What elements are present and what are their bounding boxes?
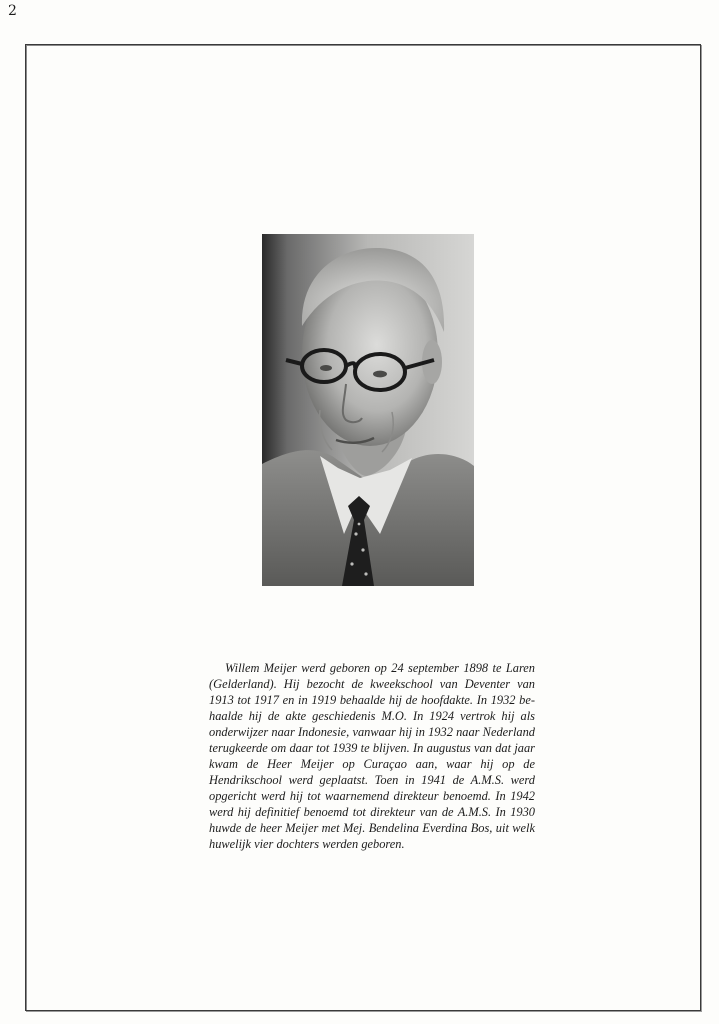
biography-caption <box>209 660 535 852</box>
page-number: 2 <box>8 3 17 19</box>
portrait-photo <box>262 234 474 586</box>
biography-text: Willem Meijer werd geboren op 24 september 1898 te Laren (Gelderland). Hij bezocht de kweekschool van Deventer van 1913 tot 1917 en in 1919 behaalde hij de hoofdakte. In 1932 behaalde hij de akte geschiedenis M.O. In 1924 vertrok hij als onderwijzer naar Indonesie, vanwaar hij in 1932 naar Nederland terugkeerde om daar tot 1939 te blijven. In augustus van dat jaar kwam de Heer Meijer op Curaçao aan, waar hij op de Hendrikschool werd geplaatst. Toen in 1941 de A.M.S. werd opgericht werd hij tot waarnemend direkteur benoemd. In 1942 werd hij definitief benoemd tot direkteur van de A.M.S. In 1930 huwde de heer Meijer met Mej. Bendelina Everdina Bos, uit welk huwelijk vier dochters werden geboren. <box>209 661 535 851</box>
